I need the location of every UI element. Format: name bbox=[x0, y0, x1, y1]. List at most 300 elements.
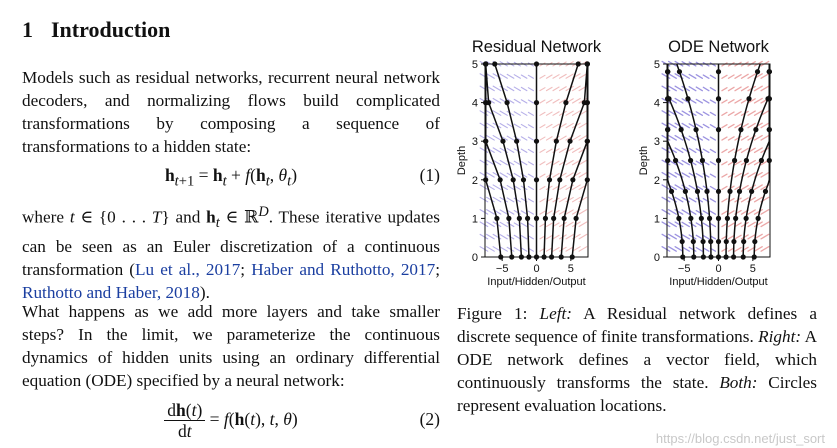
vector-field-arrow bbox=[493, 136, 501, 141]
vector-field-arrow bbox=[514, 112, 520, 116]
vector-field-arrow bbox=[528, 224, 533, 227]
ode-eval-point bbox=[725, 216, 730, 221]
vector-field-arrow bbox=[546, 124, 552, 127]
caption-both-text: Circles represent evaluation locations. bbox=[457, 373, 817, 415]
ode-eval-point bbox=[669, 189, 674, 194]
vector-field-arrow bbox=[703, 100, 709, 103]
vector-field-arrow bbox=[579, 123, 587, 128]
figure-caption bbox=[457, 302, 817, 417]
ode-eval-point bbox=[716, 96, 721, 101]
vector-field-arrow bbox=[546, 137, 552, 140]
residual-eval-point bbox=[563, 100, 568, 105]
vector-field-arrow bbox=[722, 211, 727, 214]
vector-field-arrow bbox=[521, 211, 527, 214]
residual-eval-point bbox=[543, 216, 548, 221]
para2-sep-2: ; bbox=[435, 260, 440, 280]
ode-eval-point bbox=[733, 216, 738, 221]
vector-field-arrow bbox=[703, 75, 709, 78]
y-tick-label: 5 bbox=[653, 59, 660, 71]
vector-field-arrow bbox=[748, 235, 755, 239]
vector-field-arrow bbox=[722, 199, 727, 202]
vector-field-arrow bbox=[540, 100, 545, 103]
vector-field-arrow bbox=[528, 137, 533, 140]
vector-field-arrow bbox=[748, 161, 755, 165]
residual-eval-point bbox=[554, 139, 559, 144]
vector-field-arrow bbox=[493, 234, 501, 239]
vector-field-arrow bbox=[710, 199, 715, 202]
vector-field-arrow bbox=[682, 111, 689, 115]
vector-field-arrow bbox=[493, 197, 501, 202]
paragraph-ode-question: What happens as we add more layers and take smaller steps? In the limit, we parameterize the continuous dynamics of hidden units using an ordinary differential equation (ODE) specified by a neural network: bbox=[22, 302, 440, 390]
vector-field-arrow bbox=[528, 174, 533, 177]
ode-eval-point bbox=[737, 189, 742, 194]
vector-field-arrow bbox=[528, 236, 533, 239]
vector-field-arrow bbox=[696, 87, 702, 91]
vector-field-arrow bbox=[528, 149, 533, 152]
vector-field-arrow bbox=[748, 123, 755, 127]
y-tick-label: 1 bbox=[471, 213, 478, 226]
caption-left-word: Left: bbox=[539, 304, 573, 323]
y-tick-label: 1 bbox=[653, 213, 660, 226]
residual-eval-point bbox=[562, 216, 567, 221]
ode-eval-point bbox=[756, 216, 761, 221]
vector-field-arrow bbox=[735, 75, 741, 79]
ode-eval-point bbox=[716, 69, 721, 74]
vector-field-arrow bbox=[682, 210, 689, 214]
vector-field-arrow bbox=[566, 173, 573, 177]
vector-field-arrow bbox=[553, 112, 559, 116]
vector-field-arrow bbox=[710, 112, 715, 115]
residual-eval-point bbox=[574, 216, 579, 221]
vector-field-arrow bbox=[521, 236, 527, 239]
section-title: Introduction bbox=[51, 17, 171, 42]
vector-field-arrow bbox=[553, 87, 559, 91]
vector-field-arrow bbox=[480, 111, 488, 116]
residual-eval-point bbox=[585, 100, 590, 105]
vector-field-arrow bbox=[728, 124, 734, 127]
residual-eval-point bbox=[534, 100, 539, 105]
vector-field-arrow bbox=[566, 210, 573, 214]
vector-field-arrow bbox=[514, 75, 520, 79]
vector-field-arrow bbox=[528, 187, 533, 190]
ode-eval-point bbox=[732, 158, 737, 163]
vector-field-arrow bbox=[540, 174, 545, 177]
y-tick-label: 0 bbox=[471, 252, 478, 264]
vector-field-arrow bbox=[573, 86, 581, 91]
vector-field-arrow bbox=[722, 112, 727, 115]
vector-field-arrow bbox=[710, 149, 715, 152]
caption-right-text: A ODE network defines a vector field, which continuously transforms the state. bbox=[457, 327, 817, 392]
ode-eval-point bbox=[665, 127, 670, 132]
vector-field-arrow bbox=[703, 124, 709, 127]
vector-field-arrow bbox=[579, 247, 587, 252]
vector-field-arrow bbox=[480, 86, 488, 91]
vector-field-arrow bbox=[521, 75, 527, 78]
vector-field-arrow bbox=[514, 211, 520, 215]
ode-eval-point bbox=[700, 158, 705, 163]
vector-field-arrow bbox=[500, 161, 507, 165]
vector-field-arrow bbox=[728, 223, 734, 226]
vector-field-arrow bbox=[566, 111, 573, 115]
ode-eval-point bbox=[673, 158, 678, 163]
y-tick-label: 0 bbox=[653, 252, 660, 264]
vector-field-arrow bbox=[566, 161, 573, 165]
x-tick-label: 5 bbox=[567, 263, 574, 275]
residual-title: Residual Network bbox=[471, 38, 602, 56]
vector-field-arrow bbox=[722, 100, 727, 103]
residual-eval-point bbox=[498, 177, 503, 182]
vector-field-arrow bbox=[553, 99, 559, 103]
vector-field-arrow bbox=[493, 148, 501, 153]
vector-field-arrow bbox=[566, 123, 573, 127]
residual-eval-point bbox=[506, 216, 511, 221]
residual-eval-point bbox=[567, 139, 572, 144]
vector-field-arrow bbox=[493, 98, 501, 103]
vector-field-arrow bbox=[728, 236, 734, 239]
vector-field-arrow bbox=[579, 197, 587, 202]
vector-field-arrow bbox=[500, 247, 507, 251]
figure-1 bbox=[452, 30, 832, 290]
residual-eval-point bbox=[570, 177, 575, 182]
vector-field-arrow bbox=[480, 247, 488, 252]
caption-left-text: A Residual network defines a discrete sequence of finite transformations. bbox=[457, 304, 817, 346]
vector-field-arrow bbox=[540, 199, 545, 202]
vector-field-arrow bbox=[521, 248, 527, 251]
ode-eval-point bbox=[727, 189, 732, 194]
vector-field-arrow bbox=[487, 247, 495, 252]
vector-field-arrow bbox=[507, 186, 514, 190]
vector-field-arrow bbox=[521, 100, 527, 103]
vector-field-arrow bbox=[480, 234, 488, 239]
vector-field-arrow bbox=[703, 149, 709, 152]
ode-eval-point bbox=[744, 158, 749, 163]
vector-field-arrow bbox=[560, 247, 567, 251]
vector-field-arrow bbox=[500, 210, 507, 214]
vector-field-arrow bbox=[566, 74, 573, 78]
residual-eval-point bbox=[585, 139, 590, 144]
vector-field-arrow bbox=[689, 148, 696, 152]
vector-field-arrow bbox=[689, 198, 696, 202]
vector-field-arrow bbox=[540, 88, 545, 91]
ode-eval-point bbox=[767, 158, 772, 163]
vector-field-arrow bbox=[507, 223, 514, 227]
vector-field-arrow bbox=[514, 149, 520, 153]
residual-eval-point bbox=[521, 177, 526, 182]
equation-2 bbox=[22, 398, 440, 440]
vector-field-arrow bbox=[682, 173, 689, 177]
x-tick-label: 0 bbox=[533, 263, 540, 275]
ode-eval-point bbox=[749, 189, 754, 194]
caption-right-word: Right: bbox=[758, 327, 802, 346]
vector-field-arrow bbox=[546, 161, 552, 164]
vector-field-arrow bbox=[521, 87, 527, 90]
ode-eval-point bbox=[741, 239, 746, 244]
watermark: https://blog.csdn.net/just_sort bbox=[655, 431, 825, 446]
vector-field-arrow bbox=[682, 222, 689, 226]
vector-field-arrow bbox=[528, 88, 533, 91]
residual-eval-point bbox=[504, 100, 509, 105]
ode-title: ODE Network bbox=[668, 38, 769, 56]
vector-field-arrow bbox=[728, 75, 734, 78]
vector-field-arrow bbox=[722, 186, 727, 189]
vector-field-arrow bbox=[546, 87, 552, 90]
vector-field-arrow bbox=[521, 137, 527, 140]
vector-field-arrow bbox=[500, 222, 507, 226]
vector-field-arrow bbox=[553, 173, 559, 177]
vector-field-arrow bbox=[579, 173, 587, 178]
vector-field-arrow bbox=[528, 199, 533, 202]
vector-field-arrow bbox=[710, 88, 715, 91]
vector-field-arrow bbox=[546, 75, 552, 78]
vector-field-arrow bbox=[722, 137, 727, 140]
vector-field-arrow bbox=[521, 112, 527, 115]
residual-eval-point bbox=[525, 216, 530, 221]
vector-field-arrow bbox=[528, 75, 533, 78]
residual-eval-point bbox=[514, 139, 519, 144]
vector-field-arrow bbox=[742, 148, 749, 152]
vector-field-arrow bbox=[540, 162, 545, 165]
vector-field-arrow bbox=[728, 137, 734, 140]
vector-field-arrow bbox=[573, 185, 581, 190]
ode-eval-point bbox=[665, 158, 670, 163]
residual-eval-point bbox=[511, 177, 516, 182]
ode-eval-point bbox=[759, 158, 764, 163]
ode-eval-point bbox=[700, 239, 705, 244]
vector-field-arrow bbox=[728, 112, 734, 115]
vector-field-arrow bbox=[487, 74, 495, 79]
vector-field-arrow bbox=[742, 74, 749, 78]
ode-eval-point bbox=[677, 69, 682, 74]
vector-field-arrow bbox=[546, 211, 552, 214]
residual-eval-point bbox=[534, 139, 539, 144]
residual-eval-point bbox=[517, 216, 522, 221]
vector-field-arrow bbox=[703, 211, 709, 214]
paragraph-iterative-updates: where t ∈ {0 . . . T} and $h_t$ ∈ ℝ$^D$. These iterative updates can be seen as an Euler discretization of a continuous transformation (Lu et al., 2017; Haber and Ruthotto, 2017; Ruthotto and Haber, 2018). bbox=[22, 204, 440, 303]
vector-field-arrow bbox=[742, 247, 749, 251]
vector-field-arrow bbox=[546, 236, 552, 239]
vector-field-arrow bbox=[514, 174, 520, 178]
vector-field-arrow bbox=[579, 210, 587, 215]
vector-field-arrow bbox=[521, 149, 527, 152]
vector-field-arrow bbox=[696, 99, 702, 103]
para2-end: ). bbox=[199, 283, 210, 303]
vector-field-arrow bbox=[553, 248, 559, 252]
vector-field-arrow bbox=[487, 234, 495, 239]
vector-field-arrow bbox=[703, 223, 709, 226]
citation-lu-2017[interactable]: Lu et al., 2017 bbox=[135, 260, 241, 280]
vector-field-arrow bbox=[710, 162, 715, 165]
equation-2-body: $\frac{dh(t)}{dt}$ = f(h(t), t, θ) bbox=[22, 398, 440, 441]
caption-both-word: Both: bbox=[719, 373, 758, 392]
vector-field-arrow bbox=[546, 149, 552, 152]
vector-field-arrow bbox=[521, 161, 527, 164]
vector-field-arrow bbox=[728, 149, 734, 152]
vector-field-arrow bbox=[540, 137, 545, 140]
ode-eval-point bbox=[699, 216, 704, 221]
y-tick-label: 4 bbox=[653, 97, 660, 110]
residual-xlabel: Input/Hidden/Output bbox=[487, 276, 586, 288]
vector-field-arrow bbox=[480, 210, 488, 215]
vector-field-arrow bbox=[540, 112, 545, 115]
caption-label: Figure 1: bbox=[457, 304, 540, 323]
equation-1-body: $h_{t+1} = h_t + f(h_t$, $\theta_t$) bbox=[164, 165, 298, 190]
vector-field-arrow bbox=[573, 148, 581, 153]
vector-field-arrow bbox=[735, 112, 741, 116]
residual-eval-point bbox=[494, 216, 499, 221]
vector-field-arrow bbox=[710, 75, 715, 78]
vector-field-arrow bbox=[579, 222, 587, 227]
vector-field-arrow bbox=[728, 87, 734, 90]
vector-field-arrow bbox=[566, 222, 573, 226]
vector-field-arrow bbox=[573, 98, 581, 103]
vector-field-arrow bbox=[735, 235, 741, 239]
vector-field-arrow bbox=[521, 223, 527, 226]
ode-eval-point bbox=[752, 239, 757, 244]
vector-field-arrow bbox=[735, 87, 741, 91]
vector-field-arrow bbox=[487, 210, 495, 215]
vector-field-arrow bbox=[566, 235, 573, 239]
ode-eval-point bbox=[683, 189, 688, 194]
ode-ylabel: Depth bbox=[638, 145, 650, 176]
vector-field-arrow bbox=[487, 222, 495, 227]
vector-field-arrow bbox=[500, 123, 507, 127]
vector-field-arrow bbox=[742, 136, 749, 140]
vector-field-arrow bbox=[696, 112, 702, 116]
vector-field-arrow bbox=[689, 247, 696, 251]
vector-field-arrow bbox=[514, 248, 520, 252]
citation-haber-2017[interactable]: Haber and Ruthotto, 2017 bbox=[251, 260, 436, 280]
vector-field-arrow bbox=[703, 137, 709, 140]
vector-field-arrow bbox=[696, 174, 702, 178]
equation-1 bbox=[22, 160, 440, 190]
x-tick-label: 5 bbox=[749, 263, 756, 275]
vector-field-arrow bbox=[480, 148, 488, 153]
vector-field-arrow bbox=[710, 187, 715, 190]
vector-field-arrow bbox=[560, 148, 567, 152]
y-tick-label: 3 bbox=[471, 136, 478, 149]
vector-field-arrow bbox=[540, 75, 545, 78]
x-tick-label: −5 bbox=[495, 263, 509, 275]
vector-field-arrow bbox=[528, 100, 533, 103]
vector-field-arrow bbox=[528, 112, 533, 115]
ode-eval-point bbox=[767, 69, 772, 74]
ode-eval-point bbox=[738, 127, 743, 132]
vector-field-arrow bbox=[703, 248, 709, 251]
vector-field-arrow bbox=[689, 136, 696, 140]
vector-field-arrow bbox=[480, 222, 488, 227]
vector-field-arrow bbox=[540, 186, 545, 189]
ode-eval-point bbox=[716, 127, 721, 132]
figure-1-plots bbox=[452, 30, 832, 290]
ode-eval-point bbox=[665, 69, 670, 74]
vector-field-arrow bbox=[553, 235, 559, 239]
vector-field-arrow bbox=[553, 124, 559, 128]
y-tick-label: 2 bbox=[471, 174, 478, 187]
vector-field-arrow bbox=[722, 125, 727, 128]
vector-field-arrow bbox=[682, 235, 689, 239]
vector-field-arrow bbox=[560, 198, 567, 202]
vector-field-arrow bbox=[748, 173, 755, 177]
vector-field-arrow bbox=[710, 100, 715, 103]
residual-eval-point bbox=[585, 177, 590, 182]
vector-field-arrow bbox=[722, 174, 727, 177]
ode-eval-point bbox=[731, 239, 736, 244]
vector-field-arrow bbox=[553, 161, 559, 165]
ode-eval-point bbox=[746, 96, 751, 101]
y-tick-label: 4 bbox=[471, 97, 478, 110]
vector-field-arrow bbox=[742, 198, 749, 202]
y-tick-label: 2 bbox=[653, 174, 660, 187]
vector-field-arrow bbox=[689, 87, 696, 91]
vector-field-arrow bbox=[722, 162, 727, 165]
vector-field-arrow bbox=[689, 186, 696, 190]
vector-field-arrow bbox=[710, 137, 715, 140]
vector-field-arrow bbox=[722, 75, 727, 78]
vector-field-arrow bbox=[696, 75, 702, 79]
vector-field-arrow bbox=[748, 210, 755, 214]
vector-field-arrow bbox=[573, 197, 581, 202]
vector-field-arrow bbox=[514, 235, 520, 239]
vector-field-arrow bbox=[560, 136, 567, 140]
vector-field-arrow bbox=[748, 222, 755, 226]
residual-ylabel: Depth bbox=[456, 145, 468, 176]
vector-field-arrow bbox=[493, 86, 501, 91]
vector-field-arrow bbox=[507, 87, 514, 91]
x-tick-label: −5 bbox=[677, 263, 691, 275]
vector-field-arrow bbox=[696, 235, 702, 239]
ode-eval-point bbox=[744, 216, 749, 221]
vector-field-arrow bbox=[507, 148, 514, 152]
ode-eval-point bbox=[753, 127, 758, 132]
citation-ruthotto-2018[interactable]: Ruthotto and Haber, 2018 bbox=[22, 283, 200, 303]
equation-2-number: (2) bbox=[419, 409, 440, 429]
vector-field-arrow bbox=[487, 136, 495, 141]
ode-eval-point bbox=[716, 216, 721, 221]
vector-field-arrow bbox=[487, 173, 495, 178]
vector-field-arrow bbox=[480, 160, 488, 165]
vector-field-arrow bbox=[546, 223, 552, 226]
vector-field-arrow bbox=[540, 224, 545, 227]
ode-eval-point bbox=[685, 96, 690, 101]
vector-field-arrow bbox=[722, 149, 727, 152]
ode-eval-point bbox=[688, 216, 693, 221]
vector-field-arrow bbox=[553, 75, 559, 79]
vector-field-arrow bbox=[487, 123, 495, 128]
vector-field-arrow bbox=[735, 99, 741, 103]
ode-eval-point bbox=[679, 127, 684, 132]
vector-field-arrow bbox=[689, 74, 696, 78]
vector-field-arrow bbox=[560, 74, 567, 78]
vector-field-arrow bbox=[735, 173, 741, 177]
ode-eval-point bbox=[691, 239, 696, 244]
vector-field-arrow bbox=[540, 149, 545, 152]
vector-field-arrow bbox=[748, 74, 755, 78]
vector-field-arrow bbox=[703, 236, 709, 239]
vector-field-arrow bbox=[546, 100, 552, 103]
vector-field-arrow bbox=[682, 74, 689, 78]
vector-field-arrow bbox=[514, 161, 520, 165]
residual-eval-point bbox=[534, 216, 539, 221]
ode-eval-point bbox=[763, 189, 768, 194]
ode-eval-point bbox=[716, 158, 721, 163]
ode-eval-point bbox=[688, 158, 693, 163]
ode-eval-point bbox=[716, 189, 721, 194]
paragraph-intro: Models such as residual networks, recurrent neural network decoders, and normalizing flows build complicated transformations by composing a sequence of transformations to a hidden state: bbox=[22, 68, 440, 156]
vector-field-arrow bbox=[493, 185, 501, 190]
vector-field-arrow bbox=[500, 74, 507, 78]
vector-field-arrow bbox=[728, 211, 734, 214]
vector-field-arrow bbox=[480, 123, 488, 128]
